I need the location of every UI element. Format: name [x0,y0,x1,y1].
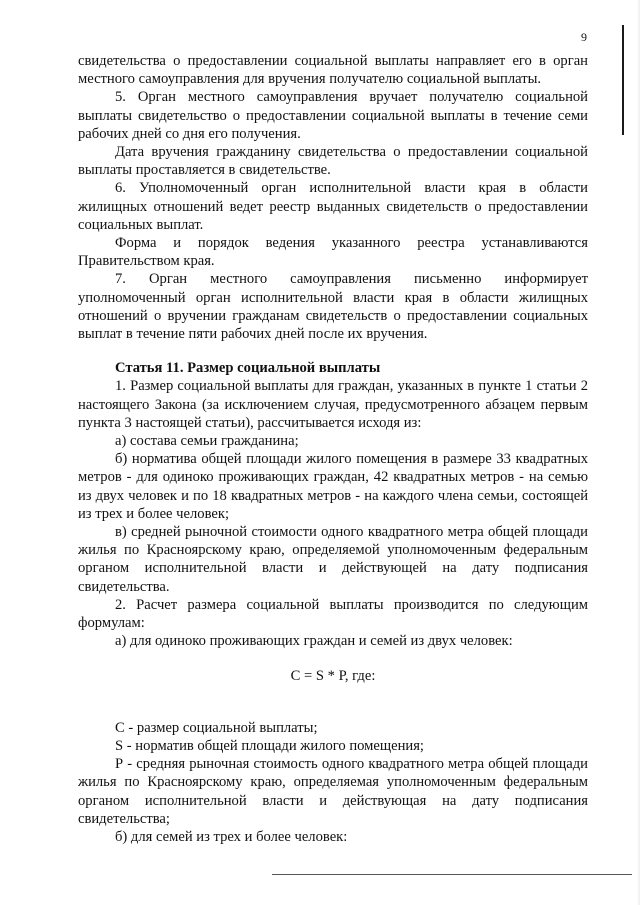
paragraph-article-item-1: 1. Размер социальной выплаты для граждан, указанных в пункте 1 статьи 2 настоящего Закона (за исключением случая, предусмотренного абзацем первым пункта 3 настоящей статьи), рассчитывается исходя из: [78,378,588,431]
paragraph-continuation: свидетельства о предоставлении социальной выплаты направляет его в орган местного самоуправления для вручения получателю социальной выплаты. [78,53,588,88]
footer-rule [272,874,632,875]
paragraph-formula-intro-a: а) для одиноко проживающих граждан и семей из двух человек: [115,633,513,650]
paragraph-def-p: Р - средняя рыночная стоимость одного квадратного метра общей площади жилья по Красноярскому краю, определяемая уполномоченным федеральным органом исполнительной власти и действующая на дату подписания свидетельства; [78,756,588,827]
article-heading: Статья 11. Размер социальной выплаты [115,360,381,377]
paragraph-register-form: Форма и порядок ведения указанного реестра устанавливаются Правительством края. [78,235,588,270]
paragraph-item-5: 5. Орган местного самоуправления вручает получателю социальной выплаты свидетельство о предоставлении социальной выплаты в течение семи рабочих дней со дня его получения. [78,89,588,142]
paragraph-subitem-b: б) норматива общей площади жилого помещения в размере 33 квадратных метров - для одиноко проживающих граждан, 42 квадратных метров - на семью из двух человек и по 18 квадратных метров - на каждого члена семьи, состоящей из трех и более человек; [78,451,588,522]
paragraph-def-c: С - размер социальной выплаты; [115,719,318,736]
paragraph-subitem-v: в) средней рыночной стоимости одного квадратного метра общей площади жилья по Красноярскому краю, определяемой уполномоченным федеральным органом исполнительной власти и действующей на дату подписания свидетельства. [78,524,588,595]
paragraph-def-s: S - норматив общей площади жилого помещения; [115,737,424,754]
document-body [78,52,588,846]
paragraph-formula-intro-b: б) для семей из трех и более человек: [115,828,348,845]
page-number: 9 [581,30,587,44]
scan-edge-mark [622,25,624,135]
paragraph-subitem-a: а) состава семьи гражданина; [115,433,299,450]
paragraph-article-item-2: 2. Расчет размера социальной выплаты производится по следующим формулам: [78,596,588,632]
paragraph-item-6: 6. Уполномоченный орган исполнительной власти края в области жилищных отношений ведет реестр выданных свидетельств о предоставлении социальных выплат. [78,180,588,233]
paragraph-item-7: 7. Орган местного самоуправления письменно информирует уполномоченный орган исполнительной власти края в области жилищных отношений о вручении гражданам свидетельств о предоставлении социальных выплат в течение пяти рабочих дней после их вручения. [78,271,588,343]
formula: С = S * Р, где: [290,667,376,684]
paragraph-delivery-date: Дата вручения гражданину свидетельства о предоставлении социальной выплаты проставляется в свидетельстве. [78,144,588,179]
